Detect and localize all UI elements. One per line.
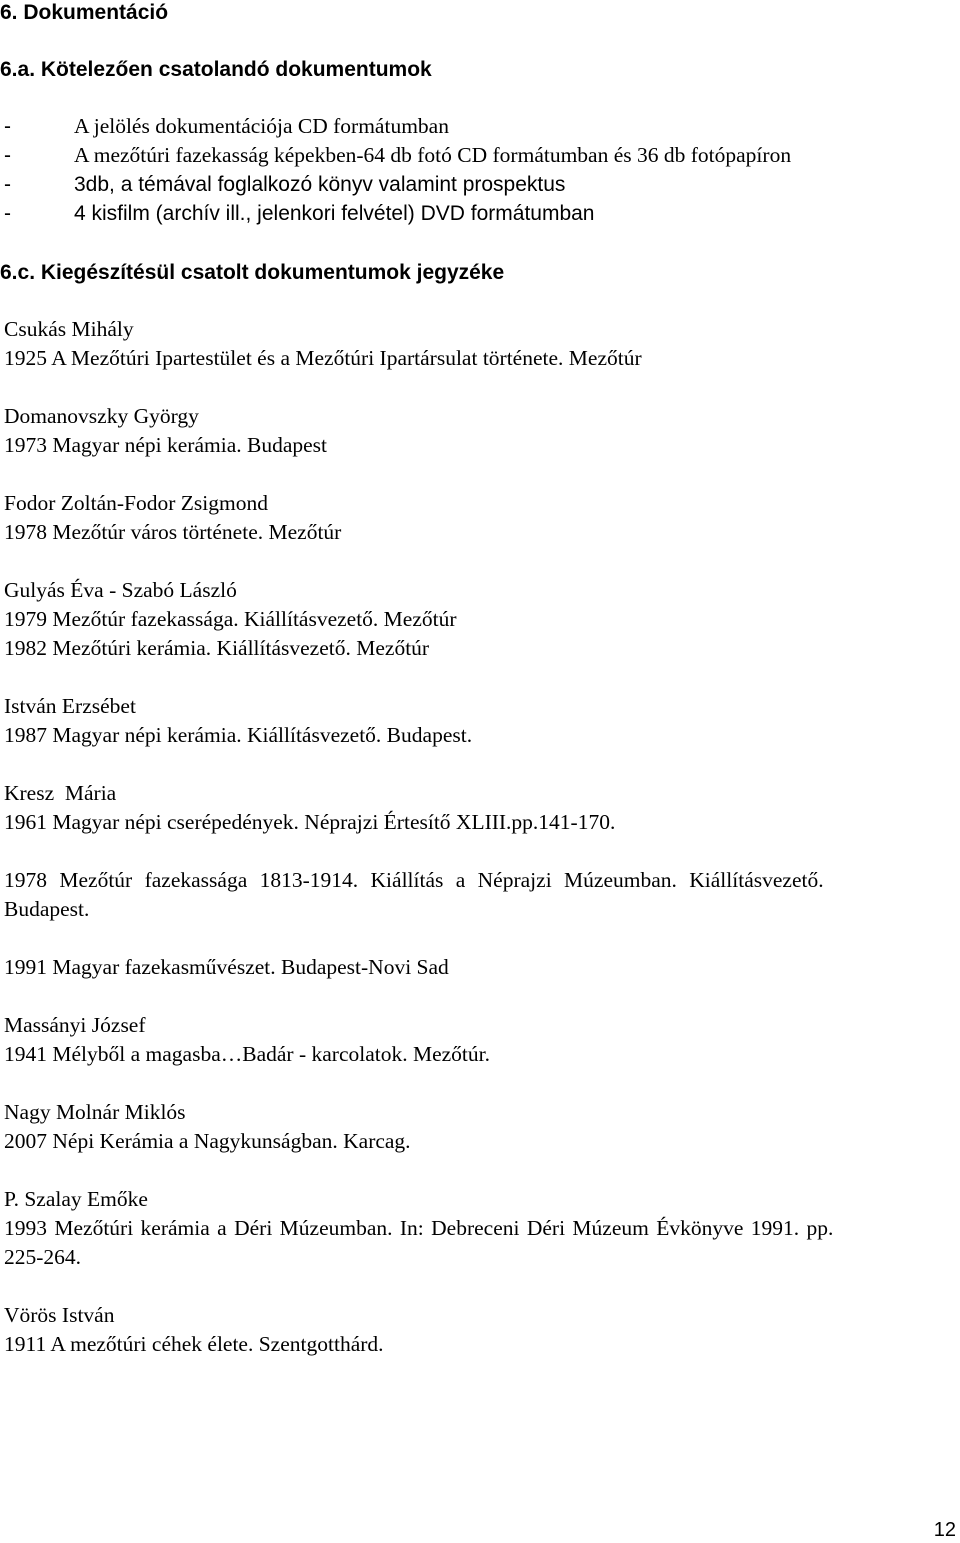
main-heading: 6. Dokumentáció	[0, 1, 169, 24]
work-citation: 1982 Mezőtúri kerámia. Kiállításvezető. Mezőtúr	[4, 636, 430, 660]
section-a-heading: 6.a. Kötelezően csatolandó dokumentumok	[0, 58, 432, 81]
work-citation: 1973 Magyar népi kerámia. Budapest	[4, 433, 328, 457]
work-citation: 2007 Népi Kerámia a Nagykunságban. Karcag.	[4, 1129, 411, 1153]
author-name: István Erzsébet	[4, 694, 136, 718]
list-dash: -	[4, 144, 11, 167]
work-citation-continuation: 225-264.	[4, 1245, 82, 1269]
list-dash: -	[4, 202, 11, 225]
work-citation: 1993 Mezőtúri kerámia a Déri Múzeumban. In: Debreceni Déri Múzeum Évkönyve 1991. pp.	[4, 1216, 834, 1240]
author-name: Massányi József	[4, 1013, 146, 1037]
bibliography	[4, 315, 958, 1359]
author-name: P. Szalay Emőke	[4, 1187, 148, 1211]
page-number: 12	[933, 1519, 956, 1541]
work-citation: 1978 Mezőtúr fazekassága 1813-1914. Kiállítás a Néprajzi Múzeumban. Kiállításvezető.	[4, 868, 824, 892]
list-item	[4, 199, 954, 228]
list-item-text: 4 kisfilm (archív ill., jelenkori felvétel) DVD formátumban	[74, 202, 595, 225]
list-item-text: A jelölés dokumentációja CD formátumban	[74, 114, 449, 138]
work-citation: 1991 Magyar fazekasművészet. Budapest-Novi Sad	[4, 955, 449, 979]
work-citation: 1925 A Mezőtúri Ipartestület és a Mezőtúri Ipartársulat története. Mezőtúr	[4, 346, 642, 370]
list-dash: -	[4, 173, 11, 196]
author-name: Csukás Mihály	[4, 317, 134, 341]
work-citation: 1987 Magyar népi kerámia. Kiállításvezető. Budapest.	[4, 723, 473, 747]
list-item-text: A mezőtúri fazekasság képekben-64 db fotó CD formátumban és 36 db fotópapíron	[74, 143, 792, 167]
author-name: Domanovszky György	[4, 404, 199, 428]
list-item	[4, 141, 954, 170]
list-item	[4, 170, 954, 199]
author-name: Vörös István	[4, 1303, 115, 1327]
list-dash: -	[4, 115, 11, 138]
work-citation: 1941 Mélyből a magasba…Badár - karcolatok. Mezőtúr.	[4, 1042, 490, 1066]
author-name: Fodor Zoltán-Fodor Zsigmond	[4, 491, 268, 515]
work-citation: 1961 Magyar népi cserépedények. Néprajzi Értesítő XLIII.pp.141-170.	[4, 810, 616, 834]
author-name: Kresz Mária	[4, 781, 117, 805]
work-citation: 1979 Mezőtúr fazekassága. Kiállításvezető. Mezőtúr	[4, 607, 457, 631]
required-documents-list	[4, 112, 954, 228]
author-name: Nagy Molnár Miklós	[4, 1100, 186, 1124]
author-name: Gulyás Éva - Szabó László	[4, 578, 237, 602]
work-citation: 1911 A mezőtúri céhek élete. Szentgotthárd.	[4, 1332, 384, 1356]
list-item	[4, 112, 954, 141]
section-c-heading: 6.c. Kiegészítésül csatolt dokumentumok jegyzéke	[0, 261, 505, 284]
work-citation-continuation: Budapest.	[4, 897, 90, 921]
list-item-text: 3db, a témával foglalkozó könyv valamint prospektus	[74, 173, 566, 196]
work-citation: 1978 Mezőtúr város története. Mezőtúr	[4, 520, 342, 544]
